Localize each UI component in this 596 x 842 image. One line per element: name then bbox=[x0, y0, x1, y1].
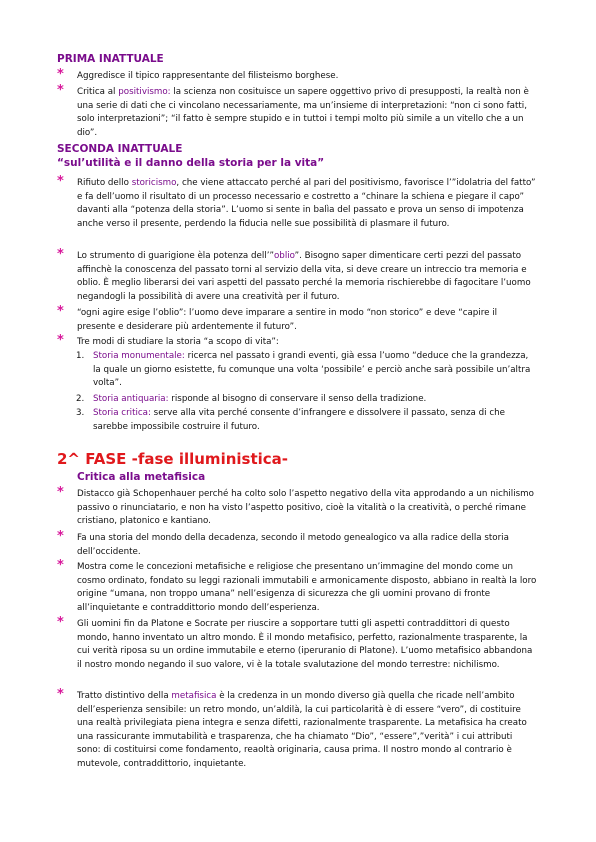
item-text: Distacco già Schopenhauer perché ha colto solo l’aspetto negativo della vita approdando a un nichilismo passivo o rinunciatario, e non ha visto l’aspetto positivo, cioè la vitalità o la creatività, o perché rimane cristiano, platonico e kantiano. bbox=[77, 489, 534, 527]
fase-item-4 bbox=[57, 615, 537, 672]
seconda-inattuale-heading: SECONDA INATTUALE bbox=[57, 143, 183, 155]
asterisk-bullet-icon: * bbox=[57, 615, 64, 630]
prima-inattuale-heading: PRIMA INATTUALE bbox=[57, 53, 164, 65]
critica-metafisica-subtitle: Critica alla metafisica bbox=[77, 471, 206, 483]
item-text: Aggredisce il tipico rappresentante del filisteismo borghese. bbox=[77, 71, 339, 81]
storia-mode-1 bbox=[57, 350, 537, 391]
asterisk-bullet-icon: * bbox=[57, 304, 64, 319]
list-number: 2. bbox=[76, 394, 85, 404]
item-text: Lo strumento di guarigione èla potenza dell’” bbox=[77, 251, 274, 261]
item-text: Fa una storia del mondo della decadenza, secondo il metodo genealogico va alla radice della storia dell’occidente. bbox=[77, 533, 509, 557]
asterisk-bullet-icon: * bbox=[57, 558, 64, 573]
item-text-cont: serve alla vita perché consente d’infrangere e dissolvere il passato, senza di che sarebbe impossibile costruire il futuro. bbox=[93, 408, 505, 432]
prima-item-1 bbox=[57, 67, 537, 84]
item-text: Tre modi di studiare la storia “a scopo di vita”: bbox=[77, 337, 279, 347]
item-text: “ogni agire esige l’oblio”: l’uomo deve imparare a sentire in modo “non storico” e deve “capire il presente e desiderare più ardentemente il futuro”. bbox=[77, 308, 498, 332]
item-text: Critica al bbox=[77, 87, 119, 97]
asterisk-bullet-icon: * bbox=[57, 687, 64, 702]
asterisk-bullet-icon: * bbox=[57, 485, 64, 500]
highlight-term: metafisica bbox=[171, 691, 217, 701]
storia-mode-2 bbox=[57, 393, 537, 407]
highlight-term: oblio bbox=[273, 251, 295, 261]
asterisk-bullet-icon: * bbox=[57, 67, 64, 82]
asterisk-bullet-icon: * bbox=[57, 333, 64, 348]
seconda-item-1 bbox=[57, 174, 537, 231]
fase-item-1 bbox=[57, 485, 537, 529]
list-number: 3. bbox=[76, 408, 85, 418]
prima-item-2 bbox=[57, 83, 537, 140]
highlight-term: Storia antiquaria: bbox=[93, 394, 169, 404]
item-text-cont: la scienza non cosituisce un sapere oggettivo privo di presupposti, la realtà non è una serie di dati che ci vincolano necessariamente, ma un’insieme di interpretazioni: “non ci sono fatti, solo interpretazioni”; “il fatto è sempre stupido e in tuttoi i tempi molto più simile a un vitello che a un dio”. bbox=[77, 87, 529, 138]
asterisk-bullet-icon: * bbox=[57, 247, 64, 262]
item-text: Rifiuto dello bbox=[77, 178, 132, 188]
seconda-item-2 bbox=[57, 247, 537, 304]
seconda-inattuale-subtitle: “sul’utilità e il danno della storia per la vita” bbox=[57, 157, 325, 169]
item-text-cont: ”. Bisogno saper dimenticare certi pezzi del passato affinchè la conoscenza del passato torni al servizio della vita, si deve creare un intreccio tra memoria e oblio. È meglio liberarsi dei vari aspetti del passato perché la memoria rischierebbe di fagocitare l’uomo negandogli la possibilità di avere una creatività per il futuro. bbox=[77, 251, 531, 302]
item-text: Tratto distintivo della bbox=[77, 691, 172, 701]
seconda-item-4 bbox=[57, 333, 537, 350]
asterisk-bullet-icon: * bbox=[57, 529, 64, 544]
fase-item-5 bbox=[57, 687, 537, 772]
highlight-term: storicismo bbox=[131, 178, 177, 188]
item-text-cont: risponde al bisogno di conservare il senso della tradizione. bbox=[168, 394, 427, 404]
storia-mode-3 bbox=[57, 407, 537, 434]
list-number: 1. bbox=[76, 351, 85, 361]
item-text-cont: ricerca nel passato i grandi eventi, già essa l’uomo “deduce che la grandezza, la quale un giorno esistette, fu comunque una volta ‘possibile’ e perciò anche sarà possibile un’altra volta”. bbox=[93, 351, 531, 389]
highlight-term: Storia monumentale: bbox=[93, 351, 185, 361]
item-text-cont: , che viene attaccato perché al pari del positivismo, favorisce l’”idolatria del fatto” e fa dell’uomo il risultato di un processo necessario e costretto a “chinare la schiena e piegare il capo” davanti alla “potenza della storia”. L’uomo si sente in balìa del passato e prova un senso di impotenza anche verso il presente, perdendo la fiducia nelle sue possibilità di plasmare il futuro. bbox=[77, 178, 536, 229]
asterisk-bullet-icon: * bbox=[57, 174, 64, 189]
item-text-cont: è la credenza in un mondo diverso già quella che ricade nell’ambito dell’esperienza sensibile: un retro mondo, un’aldilà, la cui particolarità è di essere “vero”, di costituire una realtà privilegiata piena integra e senza difetti, razionalmente trasparente. La metafisica ha creato una rassicurante immutabilità e trasparenza, che ha chiamato “Dio”, “essere”,”verità” i cui attributi sono: di costituirsi come fondamento, reaoltà originaria, causa prima. Il nostro mondo al contrario è mutevole, contraddittorio, inquietante. bbox=[77, 691, 527, 769]
item-text: Mostra come le concezioni metafisiche e religiose che presentano un’immagine del mondo come un cosmo ordinato, fondato su leggi razionali immutabili e armonicamente disposto, abbiano in realtà la loro origine “umana, non troppo umana” nell’esigenza di sicurezza che gli uomini provano di fronte all’inquietante e contraddittorio mondo dell’esperienza. bbox=[77, 562, 537, 613]
fase-item-2 bbox=[57, 529, 537, 559]
fase-item-3 bbox=[57, 558, 537, 615]
asterisk-bullet-icon: * bbox=[57, 83, 64, 98]
seconda-item-3 bbox=[57, 304, 537, 334]
item-text: Gli uomini fin da Platone e Socrate per riuscire a sopportare tutti gli aspetti contraddittori di questo mondo, hanno inventato un altro mondo. È il mondo metafisico, perfetto, razionalmente trasparente, la cui verità riposa su un ordine immutabile e eterno (iperuranio di Platone). L’uomo metafisico abbandona il nostro mondo negando il suo valore, vi è la totale svalutazione del mondo terrestre: nichilismo. bbox=[77, 619, 533, 670]
highlight-term: positivismo: bbox=[118, 87, 171, 97]
fase-illuministica-heading: 2^ FASE -fase illuministica- bbox=[57, 450, 289, 468]
highlight-term: Storia critica: bbox=[93, 408, 151, 418]
